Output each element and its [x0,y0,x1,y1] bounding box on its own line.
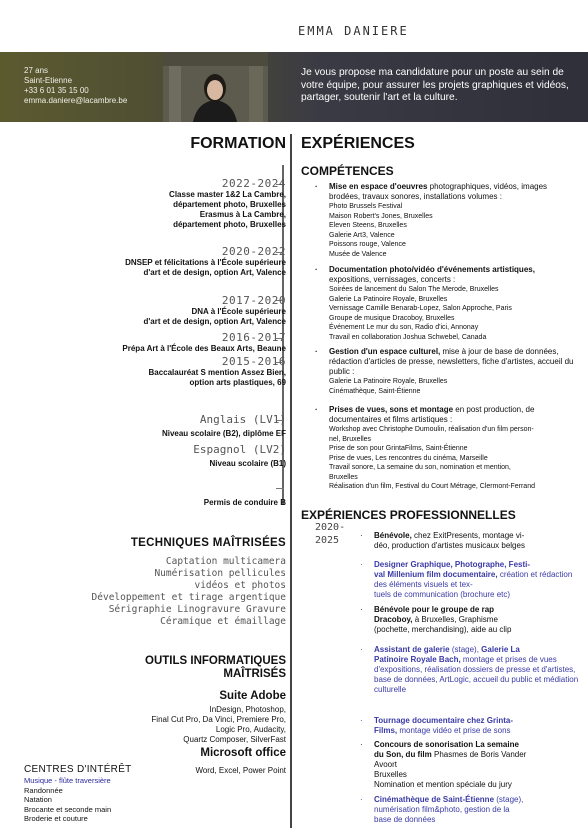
bullet-icon: · [315,265,318,274]
competence-item: Workshop avec Christophe Dumoulin, réalisation d'un film person- [329,426,534,433]
formation-year: 2022-2024 [221,177,286,190]
pro-text: (stage), [449,645,482,654]
bullet-icon: · [360,740,363,749]
language-level: Niveau scolaire (B2), diplôme EF [161,429,286,438]
competence-bold: Documentation photo/vidéo d'événements artistiques, [329,265,535,274]
pro-text: (stage), numérisation film&photo, gestion de la base de données [374,795,524,824]
competences-heading: COMPÉTENCES [301,164,394,178]
competence-text: en post production, de documentaires et films artistiques : [329,405,535,424]
formation-line: Classe master 1&2 La Cambre, [169,190,286,199]
technique-item: Céramique et émaillage [160,616,286,627]
pro-text: montage et prises de vues d'expositions, réalisation dossiers de presse et d'artistes, base de données, ArtLogic, accueil du public et médiation culturelle [374,655,579,694]
outils-heading-line: MAÎTRISÉS [223,668,286,680]
contact-age: 27 ans [24,66,49,75]
pro-entry [360,531,582,551]
competence-item: Prise de son pour GrintaFilms, Saint-Étienne [329,445,468,452]
formation-line: département photo, Bruxelles [173,220,286,229]
formation-line: Baccalauréat S mention Assez Bien, [148,368,286,377]
formation-year: 2016-2017 [221,331,286,344]
bullet-icon: · [360,605,363,614]
interest-item: Natation [24,795,52,804]
pro-text: à Bruxelles, Graphisme (pochette, merchandising), aide au clip [374,615,512,634]
pro-bold: Designer Graphique, Photographe, Festi- val Millenium film documentaire, [374,560,531,579]
suite-adobe-title: Suite Adobe [219,690,286,702]
pro-bold: Cinémathèque de Saint-Étienne [374,795,495,804]
competence-item: Bruxelles [329,473,358,481]
language-name: Espagnol (LV2) [193,443,286,456]
pro-bold: Bénévole pour le groupe de rap Dracoboy, [374,605,495,624]
bullet-icon: · [360,560,363,569]
pro-entry [360,795,582,825]
interest-item: Brocante et seconde main [24,804,112,814]
competence-item: Eleven Steens, Bruxelles [329,222,407,229]
competence-bold: Prises de vues, sons et montage [329,405,454,414]
competence-text: mise à jour de base de données, rédaction d'articles de presse, newsletters, fiche d'artistes, accueil du public : [329,347,574,376]
pro-year-end: 2025 [315,535,340,546]
formation-entry [169,177,286,230]
software-line: Quartz Composer, SilverFast [183,735,286,744]
competence-item: Groupe de musique Dracoboy, Bruxelles [329,314,455,322]
language-entry [193,443,286,469]
competence-entry [315,405,579,492]
competence-item: nel, Bruxelles [329,435,372,443]
centres-heading: CENTRES D'INTÉRÊT [24,764,132,775]
contact-phone: +33 6 01 35 15 00 [24,86,89,95]
formation-year: 2017-2020 [221,294,286,307]
language-name: Anglais (LV1) [199,413,286,426]
competence-item: Travail en collaboration Joshua Schwebel, Canada [329,333,487,341]
intro-text: Je vous propose ma candidature pour un poste au sein de votre équipe, pour assurer les projets graphiques et vidéos, partager, soutenir l'art et la culture. [301,67,569,103]
outils-heading [145,655,286,681]
experiences-heading: EXPÉRIENCES [301,135,415,152]
competence-bold: Mise en espace d'oeuvres [329,182,428,191]
formation-entry [122,331,286,354]
technique-item: Numérisation pellicules [154,568,286,579]
pro-entry [360,716,582,736]
outils-heading-line: OUTILS INFORMATIQUES [145,655,286,667]
competence-item: Événement Le mur du son, Radio d'ici, Annonay [329,324,479,331]
formation-heading: FORMATION [190,135,286,152]
bullet-icon: · [315,347,318,356]
competence-entry [315,182,579,259]
pro-bold: Tournage documentaire chez Grinta- Films, [374,716,513,735]
pro-bold: Bénévole, [374,531,412,540]
formation-line: département photo, Bruxelles [173,200,286,209]
pro-bold: Assistant de galerie [374,645,450,654]
formation-entry [143,294,286,327]
timeline-tick [276,488,284,489]
competence-entry [315,347,579,396]
pro-entry [360,645,582,695]
formation-year: 2020-2022 [221,245,286,258]
competence-bold: Gestion d'un espace culturel, [329,347,441,356]
interest-item: Randonnée [24,785,63,795]
competence-entry [315,265,579,342]
formation-line: d'art et de design, option Art, Valence [143,268,286,277]
technique-item: vidéos et photos [194,580,286,591]
formation-line: option arts plastiques, 69 [189,378,286,387]
techniques-list [92,556,286,628]
formation-year: 2015-2016 [221,355,286,368]
competence-item: Cinémathèque, Saint-Étienne [329,387,421,395]
interest-item: Broderie et couture [24,814,88,823]
pro-entry [360,605,582,635]
competence-item: Travail sonore, La semaine du son, nomination et mention, [329,464,511,471]
bullet-icon: · [315,182,318,191]
centres-list [24,776,111,824]
bullet-icon: · [360,795,363,804]
office-list: Word, Excel, Power Point [195,766,286,775]
formation-line: DNA à l'École supérieure [191,307,286,316]
formation-entry [148,355,286,388]
formation-line: d'art et de design, option Art, Valence [143,317,286,326]
competence-item: Poissons rouge, Valence [329,241,406,248]
bullet-icon: · [315,405,318,414]
software-line: Logic Pro, Audacity, [215,725,286,734]
pro-year-start: 2020- [315,522,346,533]
pro-text: Phasmes de Boris Vander Avoort Bruxelles Nomination et mention spéciale du jury [374,750,527,789]
contact-city: Saint-Etienne [24,76,73,85]
competence-item: Galerie La Patinoire Royale, Bruxelles [329,295,448,303]
bullet-icon: · [360,645,363,654]
interest-item: Musique - flûte traversière [24,776,111,785]
contact-email: emma.daniere@lacambre.be [24,96,128,105]
competence-item: Galerie La Patinoire Royale, Bruxelles [329,378,448,385]
competence-item: Musée de Valence [329,250,387,258]
technique-item: Captation multicamera [165,556,286,567]
competence-item: Vernissage Camille Benarab-Lopez, Salon Approche, Paris [329,305,512,312]
software-line: InDesign, Photoshop, [209,705,286,714]
competence-text: photographiques, vidéos, images brodées, travaux sonores, installations volumes : [329,182,548,201]
pro-bold: Galerie La Patinoire Royale Bach, [374,645,520,664]
pro-text: chez ExitPresents, montage vi- déo, production d'artistes musicaux belges [374,531,525,550]
technique-item: Développement et tirage argentique [91,592,286,603]
competence-item: Réalisation d'un film, Festival du Court Métrage, Clermont-Ferrand [329,483,535,490]
software-line: Final Cut Pro, Da Vinci, Premiere Pro, [151,715,286,724]
competence-item: Galerie Art3, Valence [329,231,395,239]
competence-item: Soirées de lancement du Salon The Merode, Bruxelles [329,286,499,293]
competence-item: Prise de vues, Les rencontres du cinéma, Marseille [329,454,488,462]
language-level: Niveau scolaire (B1) [209,459,286,468]
office-title: Microsoft office [200,747,286,759]
contact-block [24,66,127,106]
formation-line: DNSEP et félicitations à l'École supérieure [125,258,286,267]
technique-item: Sérigraphie Linogravure Gravure [108,604,286,615]
suite-adobe-list [151,705,286,745]
language-entry [162,413,286,439]
formation-line: Erasmus à La Cambre, [199,210,286,219]
pro-entry [360,560,582,600]
profile-photo [163,52,268,122]
pro-bold: Concours de sonorisation La semaine du Son, du film [374,740,519,759]
driving-license: Permis de conduire B [203,498,286,507]
pro-entry [360,740,582,790]
bullet-icon: · [360,716,363,725]
pro-text: montage vidéo et prise de sons [397,726,511,735]
competence-text: expositions, vernissages, concerts : [329,275,456,284]
pro-text: création et rédaction des éléments visuels et tex- tuels de communication (brochure etc) [374,570,573,599]
pro-years [315,521,345,547]
bullet-icon: · [360,531,363,540]
techniques-heading: TECHNIQUES MAÎTRISÉES [130,537,286,549]
pro-heading: EXPÉRIENCES PROFESSIONNELLES [301,508,516,522]
column-divider [290,134,292,828]
competence-item: Maison Robert's Jones, Bruxelles [329,212,433,220]
formation-entry [125,245,286,278]
candidate-name: EMMA DANIERE [298,24,409,38]
formation-line: Prépa Art à l'École des Beaux Arts, Beaune [122,344,286,353]
competence-item: Photo Brussels Festival [329,203,403,210]
